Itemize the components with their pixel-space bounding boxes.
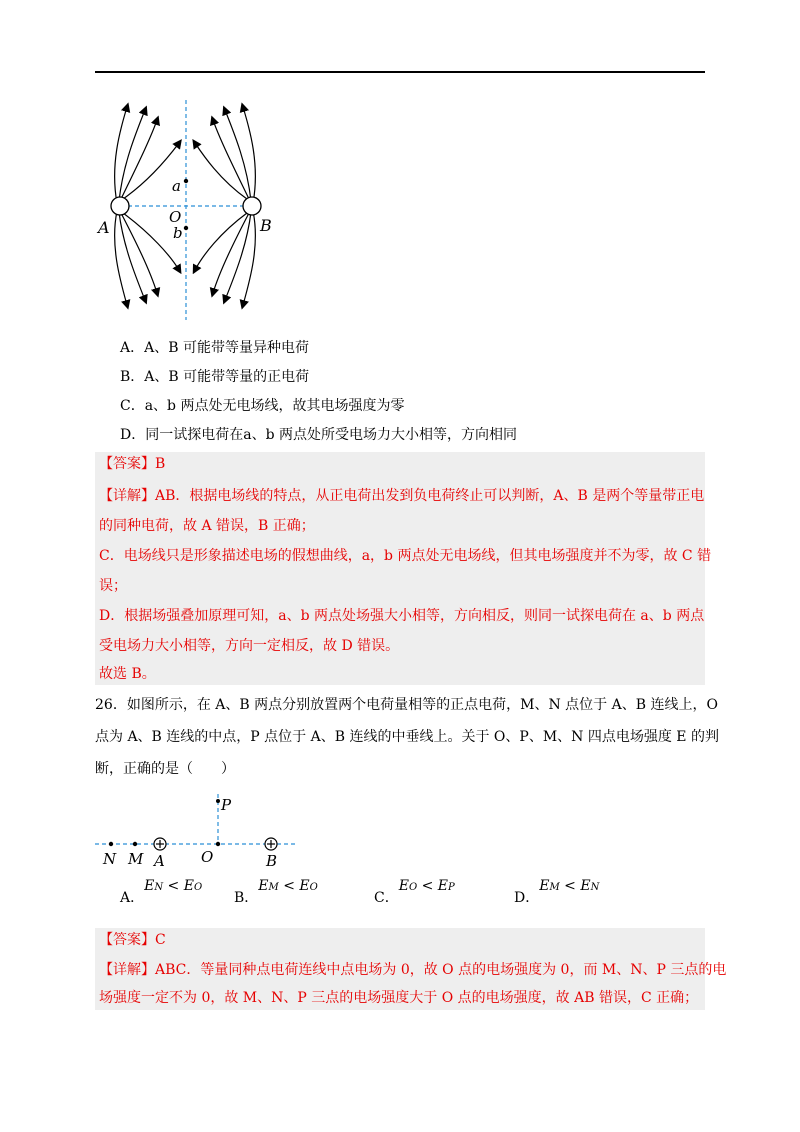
label-A2: A (154, 852, 165, 870)
q25-option-a: A．A、B 可能带等量异种电荷 (120, 340, 309, 356)
q25-option-b: B．A、B 可能带等量的正电荷 (120, 369, 310, 385)
header-rule (95, 71, 705, 73)
label-p: P (221, 796, 232, 814)
point-a-dot (184, 179, 188, 183)
charge-b-circle (243, 197, 261, 215)
point-o-dot (216, 842, 220, 846)
label-n: N (103, 850, 117, 868)
q26-line-3: 断，正确的是（ ） (95, 761, 235, 777)
point-m-dot (133, 842, 137, 846)
explanation-line: 【详解】AB．根据电场线的特点，从正电荷出发到负电荷终止可以判断，A、B 是两个等量带正电 (99, 488, 705, 504)
answer-block-1 (95, 452, 712, 685)
q25-option-c: C．a、b 两点处无电场线，故其电场强度为零 (120, 398, 405, 414)
q25-option-d: D．同一试探电荷在a、b 两点处所受电场力大小相等，方向相同 (120, 427, 517, 443)
label-A: A (98, 218, 110, 237)
explanation-line: 【详解】ABC．等量同种点电荷连线中点电场为 0，故 O 点的电场强度为 0，而 M、N、P 三点的电 (99, 962, 727, 978)
q26-option-d: D．EM < EN (514, 878, 600, 906)
label-b: b (173, 224, 183, 242)
explanation-line: D．根据场强叠加原理可知，a、b 两点处场强大小相等，方向相反，则同一试探电荷在 a、b 两点 (99, 608, 705, 624)
charge-a-circle (111, 197, 129, 215)
label-m: M (128, 850, 144, 868)
label-B2: B (266, 852, 278, 870)
answer-label-1: 【答案】B (99, 456, 166, 472)
answer-block-2 (95, 928, 727, 1010)
q26-option-a: A．EN < EO (120, 878, 203, 906)
explanation-line: 故选 B。 (99, 666, 156, 682)
point-b-dot (184, 226, 188, 230)
q26-option-b: B．EM < EO (234, 878, 318, 906)
q26-line-2: 点为 A、B 连线的中点，P 点位于 A、B 连线的中垂线上。关于 O、P、M、N 四点电场强度 E 的判 (95, 729, 719, 745)
charge-a-plus-icon (154, 838, 166, 850)
explanation-line: 的同种电荷，故 A 错误，B 正确； (99, 518, 315, 534)
explanation-line: 受电场力大小相等，方向一定相反，故 D 错误。 (99, 638, 400, 654)
label-a: a (172, 177, 181, 195)
q26-option-c: C．EO < EP (374, 878, 455, 906)
q26-line-1: 26．如图所示，在 A、B 两点分别放置两个电荷量相等的正点电荷，M、N 点位于 A、B 连线上，O (95, 697, 718, 713)
explanation-line: 场强度一定不为 0，故 M、N、P 三点的电场强度大于 O 点的电场强度，故 AB 错误，C 正确； (99, 990, 699, 1006)
answer-label-2: 【答案】C (99, 932, 166, 948)
label-o: O (169, 208, 182, 226)
label-B: B (260, 216, 272, 235)
charge-b-plus-icon (265, 838, 277, 850)
point-charges-figure (95, 790, 305, 870)
point-n-dot (109, 842, 113, 846)
point-p-dot (216, 799, 220, 803)
explanation-line: 误； (99, 578, 127, 594)
label-o2: O (201, 848, 214, 866)
field-lines-figure (95, 95, 285, 325)
explanation-line: C．电场线只是形象描述电场的假想曲线，a，b 两点处无电场线，但其电场强度并不为零，故 C 错 (99, 548, 712, 564)
